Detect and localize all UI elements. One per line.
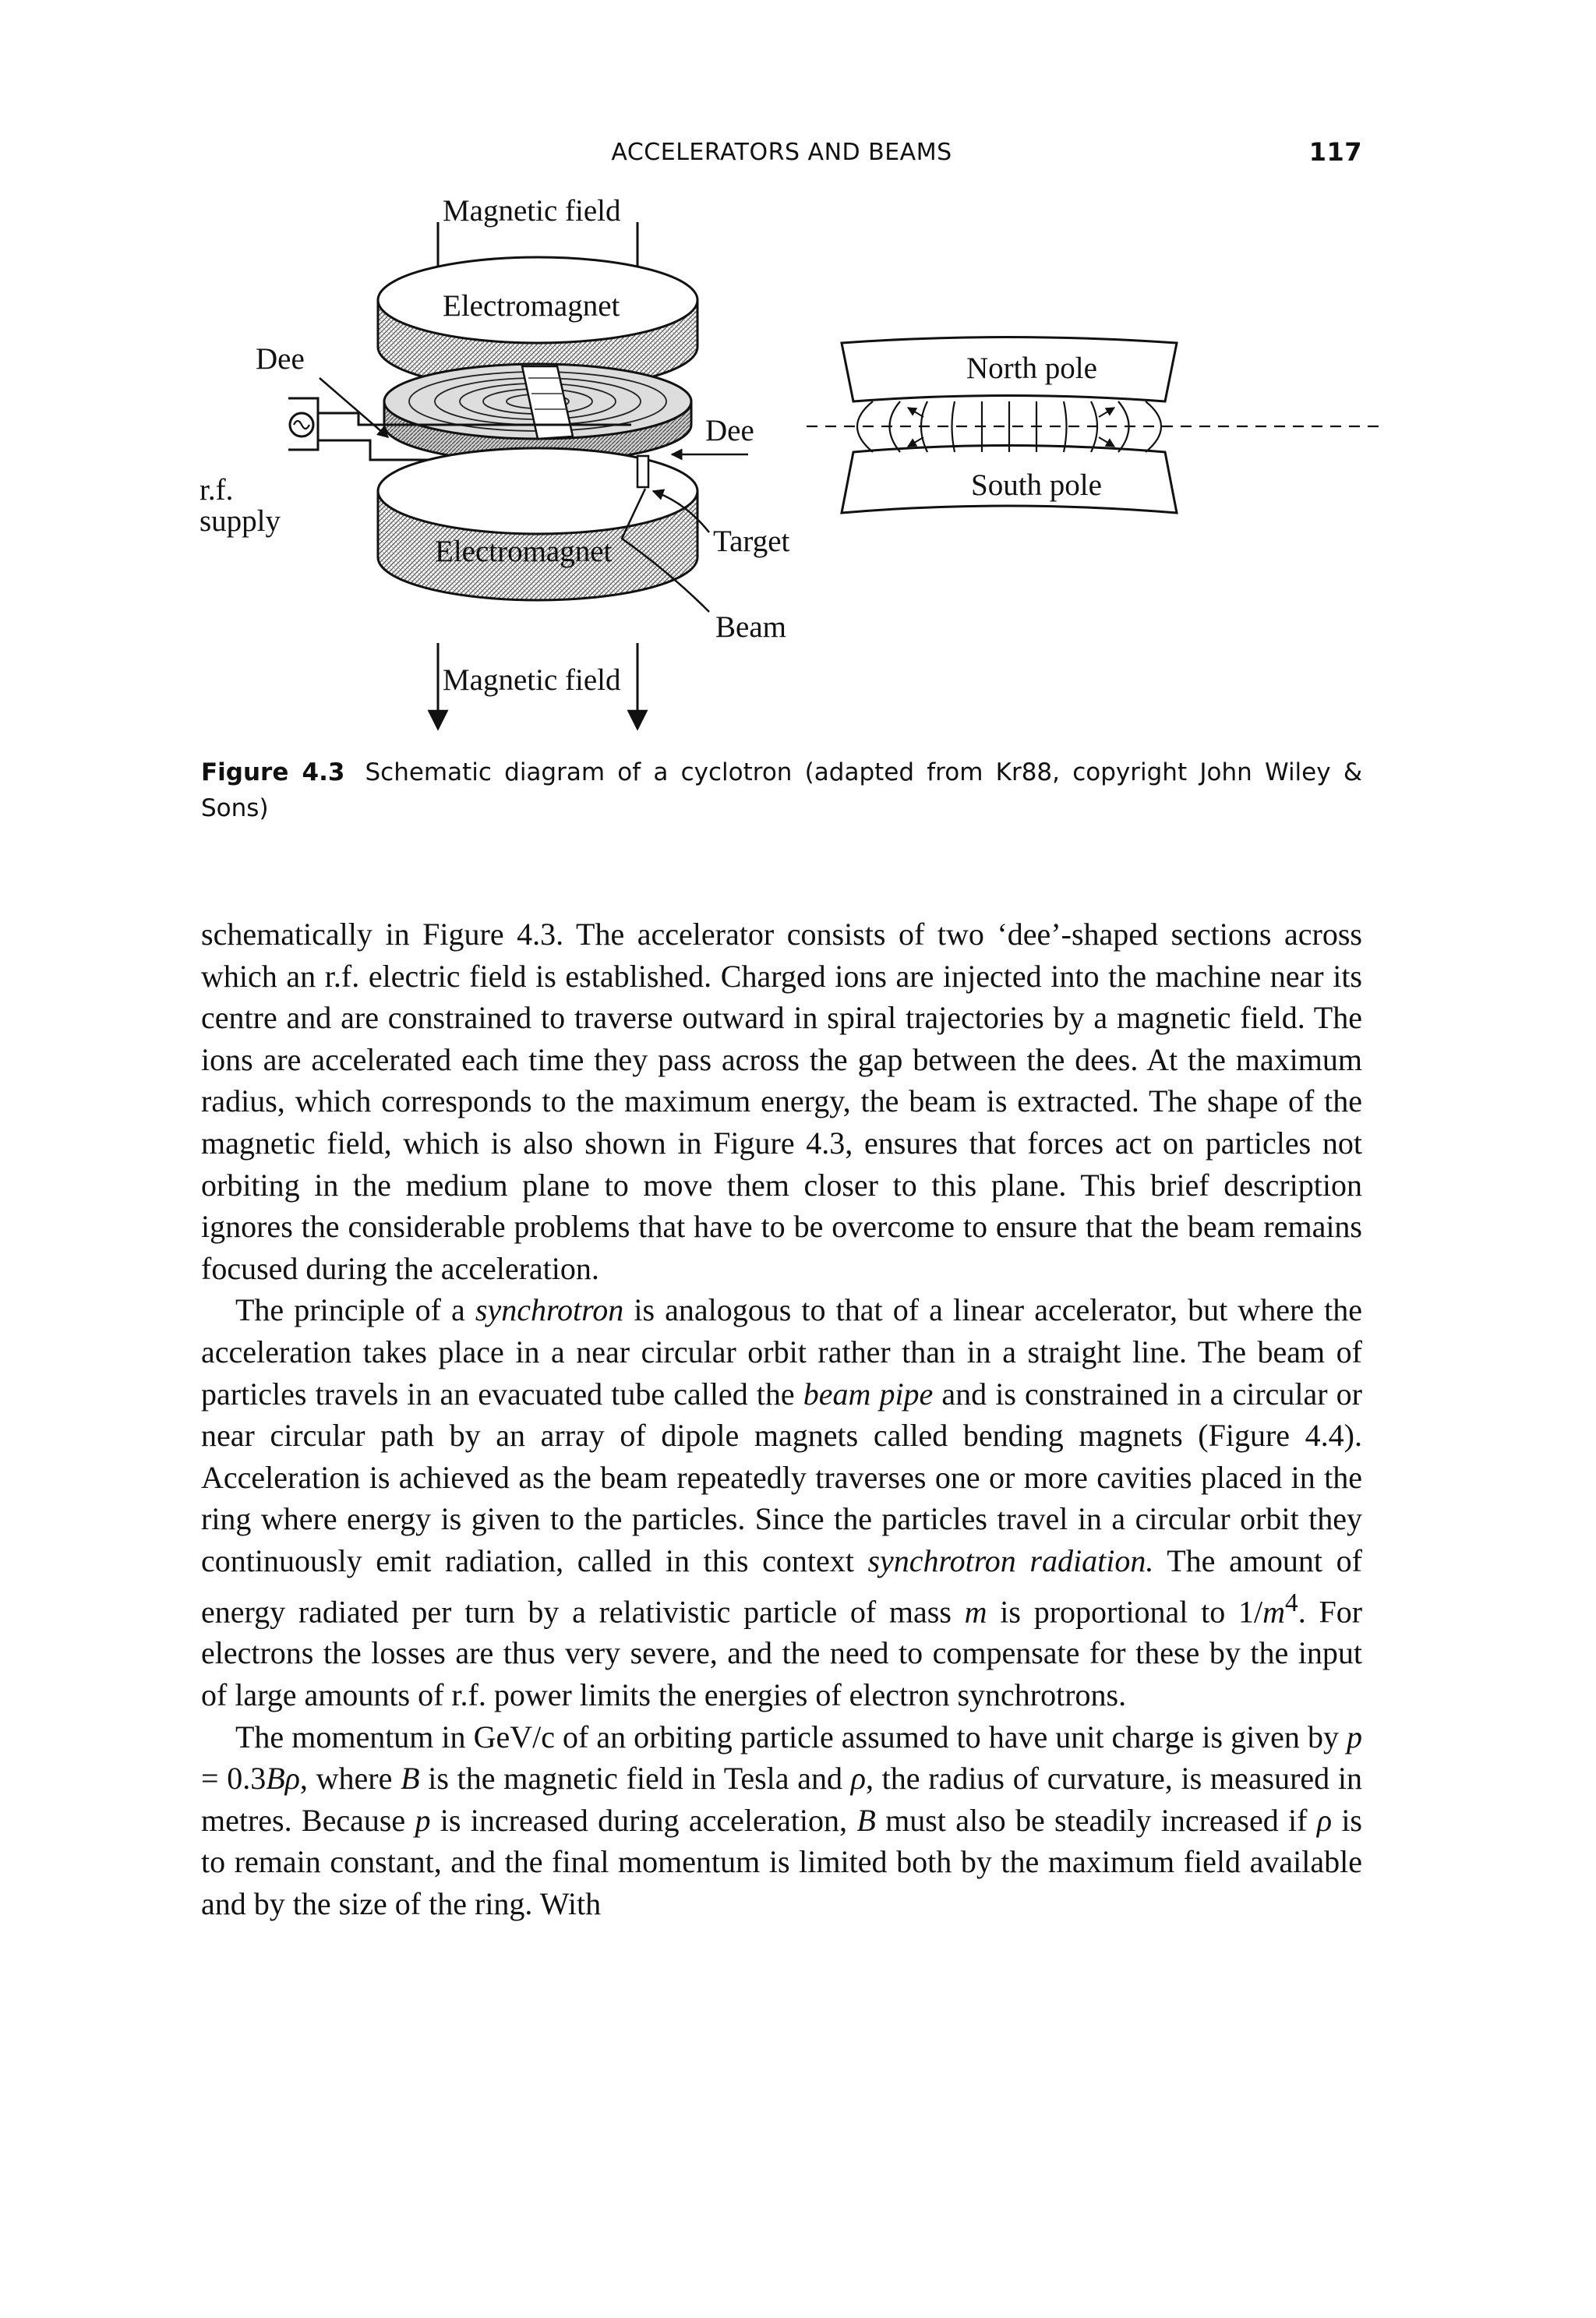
paragraph-2 — [201, 1289, 1362, 1716]
target-label: Target — [713, 525, 790, 558]
p3-text-6: is increased during acceleration, — [430, 1802, 857, 1838]
symbol-b-rho: Bρ — [266, 1761, 300, 1797]
p3-text-2: = 0.3 — [201, 1761, 267, 1797]
symbol-p: p — [1347, 1719, 1362, 1754]
running-title: ACCELERATORS AND BEAMS — [611, 139, 952, 166]
term-synchrotron-radiation: synchrotron radiation. — [867, 1542, 1154, 1578]
magnetic-field-bottom-label: Magnetic field — [443, 663, 621, 697]
body-text — [201, 913, 1362, 1925]
beam-label: Beam — [715, 610, 786, 644]
symbol-p-2: p — [415, 1802, 431, 1838]
caption-text: Schematic diagram of a cyclotron (adapted from Kr88, copyright John Wiley & Sons) — [201, 758, 1362, 822]
symbol-m: m — [964, 1593, 987, 1629]
figure-caption — [201, 754, 1362, 826]
symbol-rho: ρ — [850, 1761, 866, 1797]
symbol-b-2: B — [856, 1802, 876, 1838]
paragraph-3 — [201, 1716, 1362, 1925]
dee-right-label: Dee — [705, 414, 754, 447]
rf-label-line1: r.f. — [200, 473, 234, 507]
cyclotron-figure — [195, 191, 1379, 737]
p2-text-4: The amount of energy radiated per turn by a relativistic particle of mass — [201, 1542, 1362, 1629]
p3-text-8: is to remain constant, and the final momentum is limited both by the maximum field available and by the size of the ring. With — [201, 1802, 1363, 1921]
cyclotron-diagram — [195, 191, 1379, 737]
bottom-electromagnet — [378, 448, 697, 600]
p3-text-7: must also be steadily increased if — [875, 1802, 1317, 1838]
p2-text-6: . For electrons the losses are thus very severe, and the need to compensate for these by the input of large amounts of r.f. power limits the energies of electron synchrotrons. — [201, 1593, 1363, 1713]
electromagnet-top-label: Electromagnet — [443, 289, 620, 323]
paragraph-1: schematically in Figure 4.3. The accelerator consists of two ‘dee’-shaped sections across which an r.f. electric field is established. Charged ions are injected into the machine near its centre and are constrained to traverse outward in spiral trajectories by a magnetic field. The ions are accelerated each time they pass across the gap between the dees. At the maximum radius, which corresponds to the maximum energy, the beam is extracted. The shape of the magnetic field, which is also shown in Figure 4.3, ensures that forces act on particles not orbiting in the medium plane to move them closer to this plane. This brief description ignores the considerable problems that have to be overcome to ensure that the beam remains focused during the acceleration. — [201, 917, 1362, 1286]
symbol-rho-2: ρ — [1316, 1802, 1333, 1838]
term-synchrotron: synchrotron — [475, 1292, 624, 1328]
north-pole-label: North pole — [966, 352, 1097, 385]
p3-text-3: , where — [299, 1761, 401, 1797]
p3-text-4: is the magnetic field in Tesla and — [419, 1761, 851, 1797]
magnetic-field-bottom — [438, 643, 637, 729]
magnetic-field-top-label: Magnetic field — [443, 194, 621, 228]
south-pole-label: South pole — [971, 468, 1102, 502]
target-block — [637, 456, 648, 487]
p2-text-3: and is constrained in a circular or near circular path by an array of dipole magnets called bending magnets (Figure 4.4). Acceleration is achieved as the beam repeatedly traverses one or more cavities placed in the ring where energy is given to the particles. Since the particles travel in a circular orbit they continuously emit radiation, called in this context — [201, 1376, 1362, 1578]
exponent: 4 — [1285, 1588, 1298, 1617]
rf-label-line2: supply — [200, 504, 281, 538]
page-number: 117 — [1308, 137, 1362, 167]
p3-text-1: The momentum in GeV/c of an orbiting particle assumed to have unit charge is given by — [235, 1719, 1347, 1754]
pole-field-diagram — [807, 337, 1379, 514]
electromagnet-bottom-label: Electromagnet — [435, 535, 613, 568]
term-beam-pipe: beam pipe — [803, 1376, 934, 1412]
caption-label: Figure 4.3 — [201, 758, 345, 786]
p2-text-5: is proportional to 1/ — [987, 1593, 1263, 1629]
p3-text-5: , the radius of curvature, is measured in metres. Because — [201, 1761, 1363, 1838]
symbol-b: B — [401, 1761, 420, 1797]
p2-text-1: The principle of a — [235, 1292, 475, 1328]
symbol-m-2: m — [1262, 1593, 1286, 1629]
p2-text-2: is analogous to that of a linear accelerator, but where the acceleration takes place in a near circular orbit rather than in a straight line. The beam of particles travels in an evacuated tube called the — [201, 1292, 1363, 1412]
dee-left-label: Dee — [256, 342, 305, 376]
running-head — [201, 134, 1362, 173]
